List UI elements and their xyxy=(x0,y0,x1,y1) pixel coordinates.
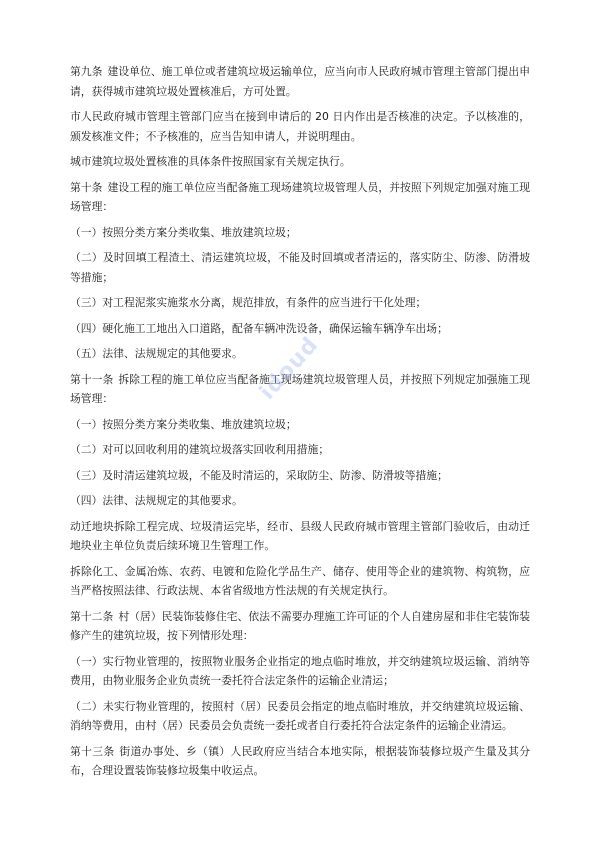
article-number: 第十二条 xyxy=(70,609,114,623)
paragraph-text: 建设工程的施工单位应当配备施工现场建筑垃圾管理人员，并按照下列规定加强对施工现场管理： xyxy=(70,180,531,213)
paragraph-article-9 xyxy=(70,62,530,101)
article-number: 第十三条 xyxy=(70,744,115,758)
document-body xyxy=(70,62,530,787)
paragraph-text: （四）硬化施工工地出入口道路，配备车辆冲洗设备，确保运输车辆净车出场； xyxy=(70,321,448,335)
list-item xyxy=(70,440,530,460)
paragraph-text: （二）及时回填工程渣土、清运建筑垃圾，不能及时回填或者清运的，落实防尘、防渗、防滑坡等措施； xyxy=(70,251,530,284)
list-item xyxy=(70,652,530,691)
paragraph xyxy=(70,517,530,556)
paragraph-text: （一）按照分类方案分类收集、堆放建筑垃圾； xyxy=(70,225,297,239)
paragraph-text: （二）对可以回收利用的建筑垃圾落实回收利用措施； xyxy=(70,443,330,456)
paragraph-text: （一）实行物业管理的，按照物业服务企业指定的地点临时堆放，并交纳建筑垃圾运输、消纳等费用，由物业服务企业负责统一委托符合法定条件的运输企业清运； xyxy=(70,654,530,687)
paragraph-text: （四）法律、法规规定的其他要求。 xyxy=(70,494,243,507)
paragraph-text: （五）法律、法规规定的其他要求。 xyxy=(70,347,243,360)
article-number: 第十条 xyxy=(70,180,103,194)
paragraph-text: 拆除化工、金属冶炼、农药、电镀和危险化学品生产、储存、使用等企业的建筑物、构筑物，应当严格按照法律、行政法规、本省省级地方性法规的有关规定执行。 xyxy=(70,564,530,597)
paragraph-text: 市人民政府城市管理主管部门应当在接到申请后的 20 日内作出是否核准的决定。予以核准的，颁发核准文件；不予核准的，应当告知申请人，并说明理由。 xyxy=(70,110,530,143)
paragraph-text: （二）未实行物业管理的，按照村（居）民委员会指定的地点临时堆放，并交纳建筑垃圾运输、消纳等费用，由村（居）民委员会负责统一委托或者自行委托符合法定条件的运输企业清运。 xyxy=(70,699,530,732)
paragraph-text: （三）对工程泥浆实施浆水分离，规范排放，有条件的应当进行干化处理； xyxy=(70,296,427,309)
paragraph-text: 街道办事处、乡（镇）人民政府应当结合本地实际，根据装饰装修垃圾产生量及其分布，合理设置装饰装修垃圾集中收运点。 xyxy=(70,744,530,777)
paragraph-text: 村（居）民装饰装修住宅、依法不需要办理施工许可证的个人自建房屋和非住宅装饰装修产生的建筑垃圾，按下列情形处理： xyxy=(70,609,531,642)
paragraph-text: 动迁地块拆除工程完成、垃圾清运完毕，经市、县级人民政府城市管理主管部门验收后，由动迁地块业主单位负责后续环境卫生管理工作。 xyxy=(70,519,530,552)
article-number: 第九条 xyxy=(70,65,103,78)
list-item xyxy=(70,293,530,313)
paragraph-article-13 xyxy=(70,742,530,781)
paragraph-text: （一）按照分类方案分类收集、堆放建筑垃圾； xyxy=(70,417,297,431)
paragraph-text: 城市建筑垃圾处置核准的具体条件按照国家有关规定执行。 xyxy=(70,155,351,168)
list-item xyxy=(70,319,530,339)
paragraph-article-10 xyxy=(70,178,530,217)
paragraph-text: 建设单位、施工单位或者建筑垃圾运输单位，应当向市人民政府城市管理主管部门提出申请，获得城市建筑垃圾处置核准后，方可处置。 xyxy=(70,65,531,98)
list-item xyxy=(70,248,530,287)
paragraph xyxy=(70,562,530,601)
watermark: idoud xyxy=(255,332,324,405)
list-item xyxy=(70,466,530,486)
list-item xyxy=(70,344,530,364)
list-item xyxy=(70,491,530,511)
list-item xyxy=(70,697,530,736)
paragraph xyxy=(70,107,530,146)
list-item xyxy=(70,415,530,435)
paragraph xyxy=(70,152,530,172)
paragraph-text: 拆除工程的施工单位应当配备施工现场建筑垃圾管理人员，并按照下列规定加强施工现场管理： xyxy=(70,372,531,405)
article-number: 第十一条 xyxy=(70,372,114,386)
paragraph-text: （三）及时清运建筑垃圾，不能及时清运的，采取防尘、防渗、防滑坡等措施； xyxy=(70,468,448,482)
paragraph-article-11 xyxy=(70,370,530,409)
paragraph-article-12 xyxy=(70,607,530,646)
list-item xyxy=(70,223,530,243)
